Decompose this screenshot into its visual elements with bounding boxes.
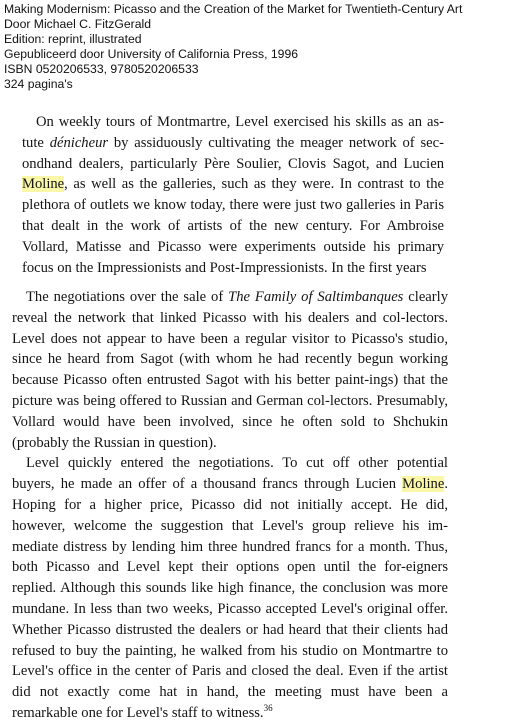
text-run: by assiduously cultivating the meager network of sec-ondhand dealers, particularly Père Soulier, Clovis Sagot, and Lucien bbox=[22, 134, 444, 172]
text-run: , as well as the galleries, such as they were. In contrast to the plethora of outlets we know today, there were just two galleries in Paris that dealt in the work of artists of the new century. For Ambroise Vollard, Matisse and Picasso were experiments outside his primary focus on the Impressionists and Post-Impressionists. In the first years bbox=[22, 176, 444, 276]
excerpt-2-paragraph-1 bbox=[12, 287, 448, 453]
book-edition: Edition: reprint, illustrated bbox=[4, 32, 142, 46]
text-run: clearly reveal the network that linked Picasso with his dealers and col-lectors. Level does not appear to have been a regular visitor to Picasso's studio, since he heard from Sagot (with whom he had recently begun working because Picasso often entrusted Sagot with his better paint-ings) that the picture was being offered to Russian and German col-lectors. Presumably, Vollard would have been involved, since he often sold to Shchukin (probably the Russian in question). bbox=[12, 289, 448, 451]
italic-title: The Family of Saltimbanques bbox=[228, 289, 404, 305]
search-highlight: Moline bbox=[402, 476, 445, 493]
book-author: Door Michael C. FitzGerald bbox=[4, 17, 151, 31]
text-run: . Hoping for a higher price, Picasso did not initially accept. He did, however, welcome the suggestion that Level's group relieve his im-mediate distress by lending him three hundred francs for a month. Thus, both Picasso and Level kept their options open until the for-eigners replied. Although this sounds like high finance, the conclusion was more mundane. In less than two weeks, Picasso accepted Level's original offer. Whether Picasso distrusted the dealers or had heard that their clients had refused to buy the painting, he walked from his studio on Montmartre to Level's office in the center of Paris and closed the deal. Even if the artist did not exactly come hat in hand, the meeting must have been a remarkable one for Level's staff to witness. bbox=[12, 476, 448, 721]
excerpt-1-paragraph bbox=[22, 112, 444, 278]
text-run: The negotiations over the sale of bbox=[26, 289, 229, 305]
book-pages: 324 pagina's bbox=[4, 77, 73, 91]
footnote-marker: 36 bbox=[263, 703, 273, 714]
excerpt-2 bbox=[12, 287, 448, 724]
excerpt-2-paragraph-2 bbox=[12, 453, 448, 723]
text-run: On weekly tours of Montmartre, Level exercised his skills as an as-tute bbox=[22, 114, 444, 151]
text-run: Level quickly entered the negotiations. To cut off other potential buyers, he made an offer of a thousand francs through Lucien bbox=[12, 455, 448, 493]
book-title: Making Modernism: Picasso and the Creation of the Market for Twentieth-Century Art bbox=[4, 2, 463, 16]
italic-term: dénicheur bbox=[49, 134, 109, 151]
book-info bbox=[4, 2, 504, 92]
book-publisher: Gepubliceerd door University of California Press, 1996 bbox=[4, 47, 298, 61]
search-highlight: Moline bbox=[22, 176, 65, 193]
book-isbn: ISBN 0520206533, 9780520206533 bbox=[4, 62, 199, 76]
excerpt-1 bbox=[22, 112, 444, 278]
